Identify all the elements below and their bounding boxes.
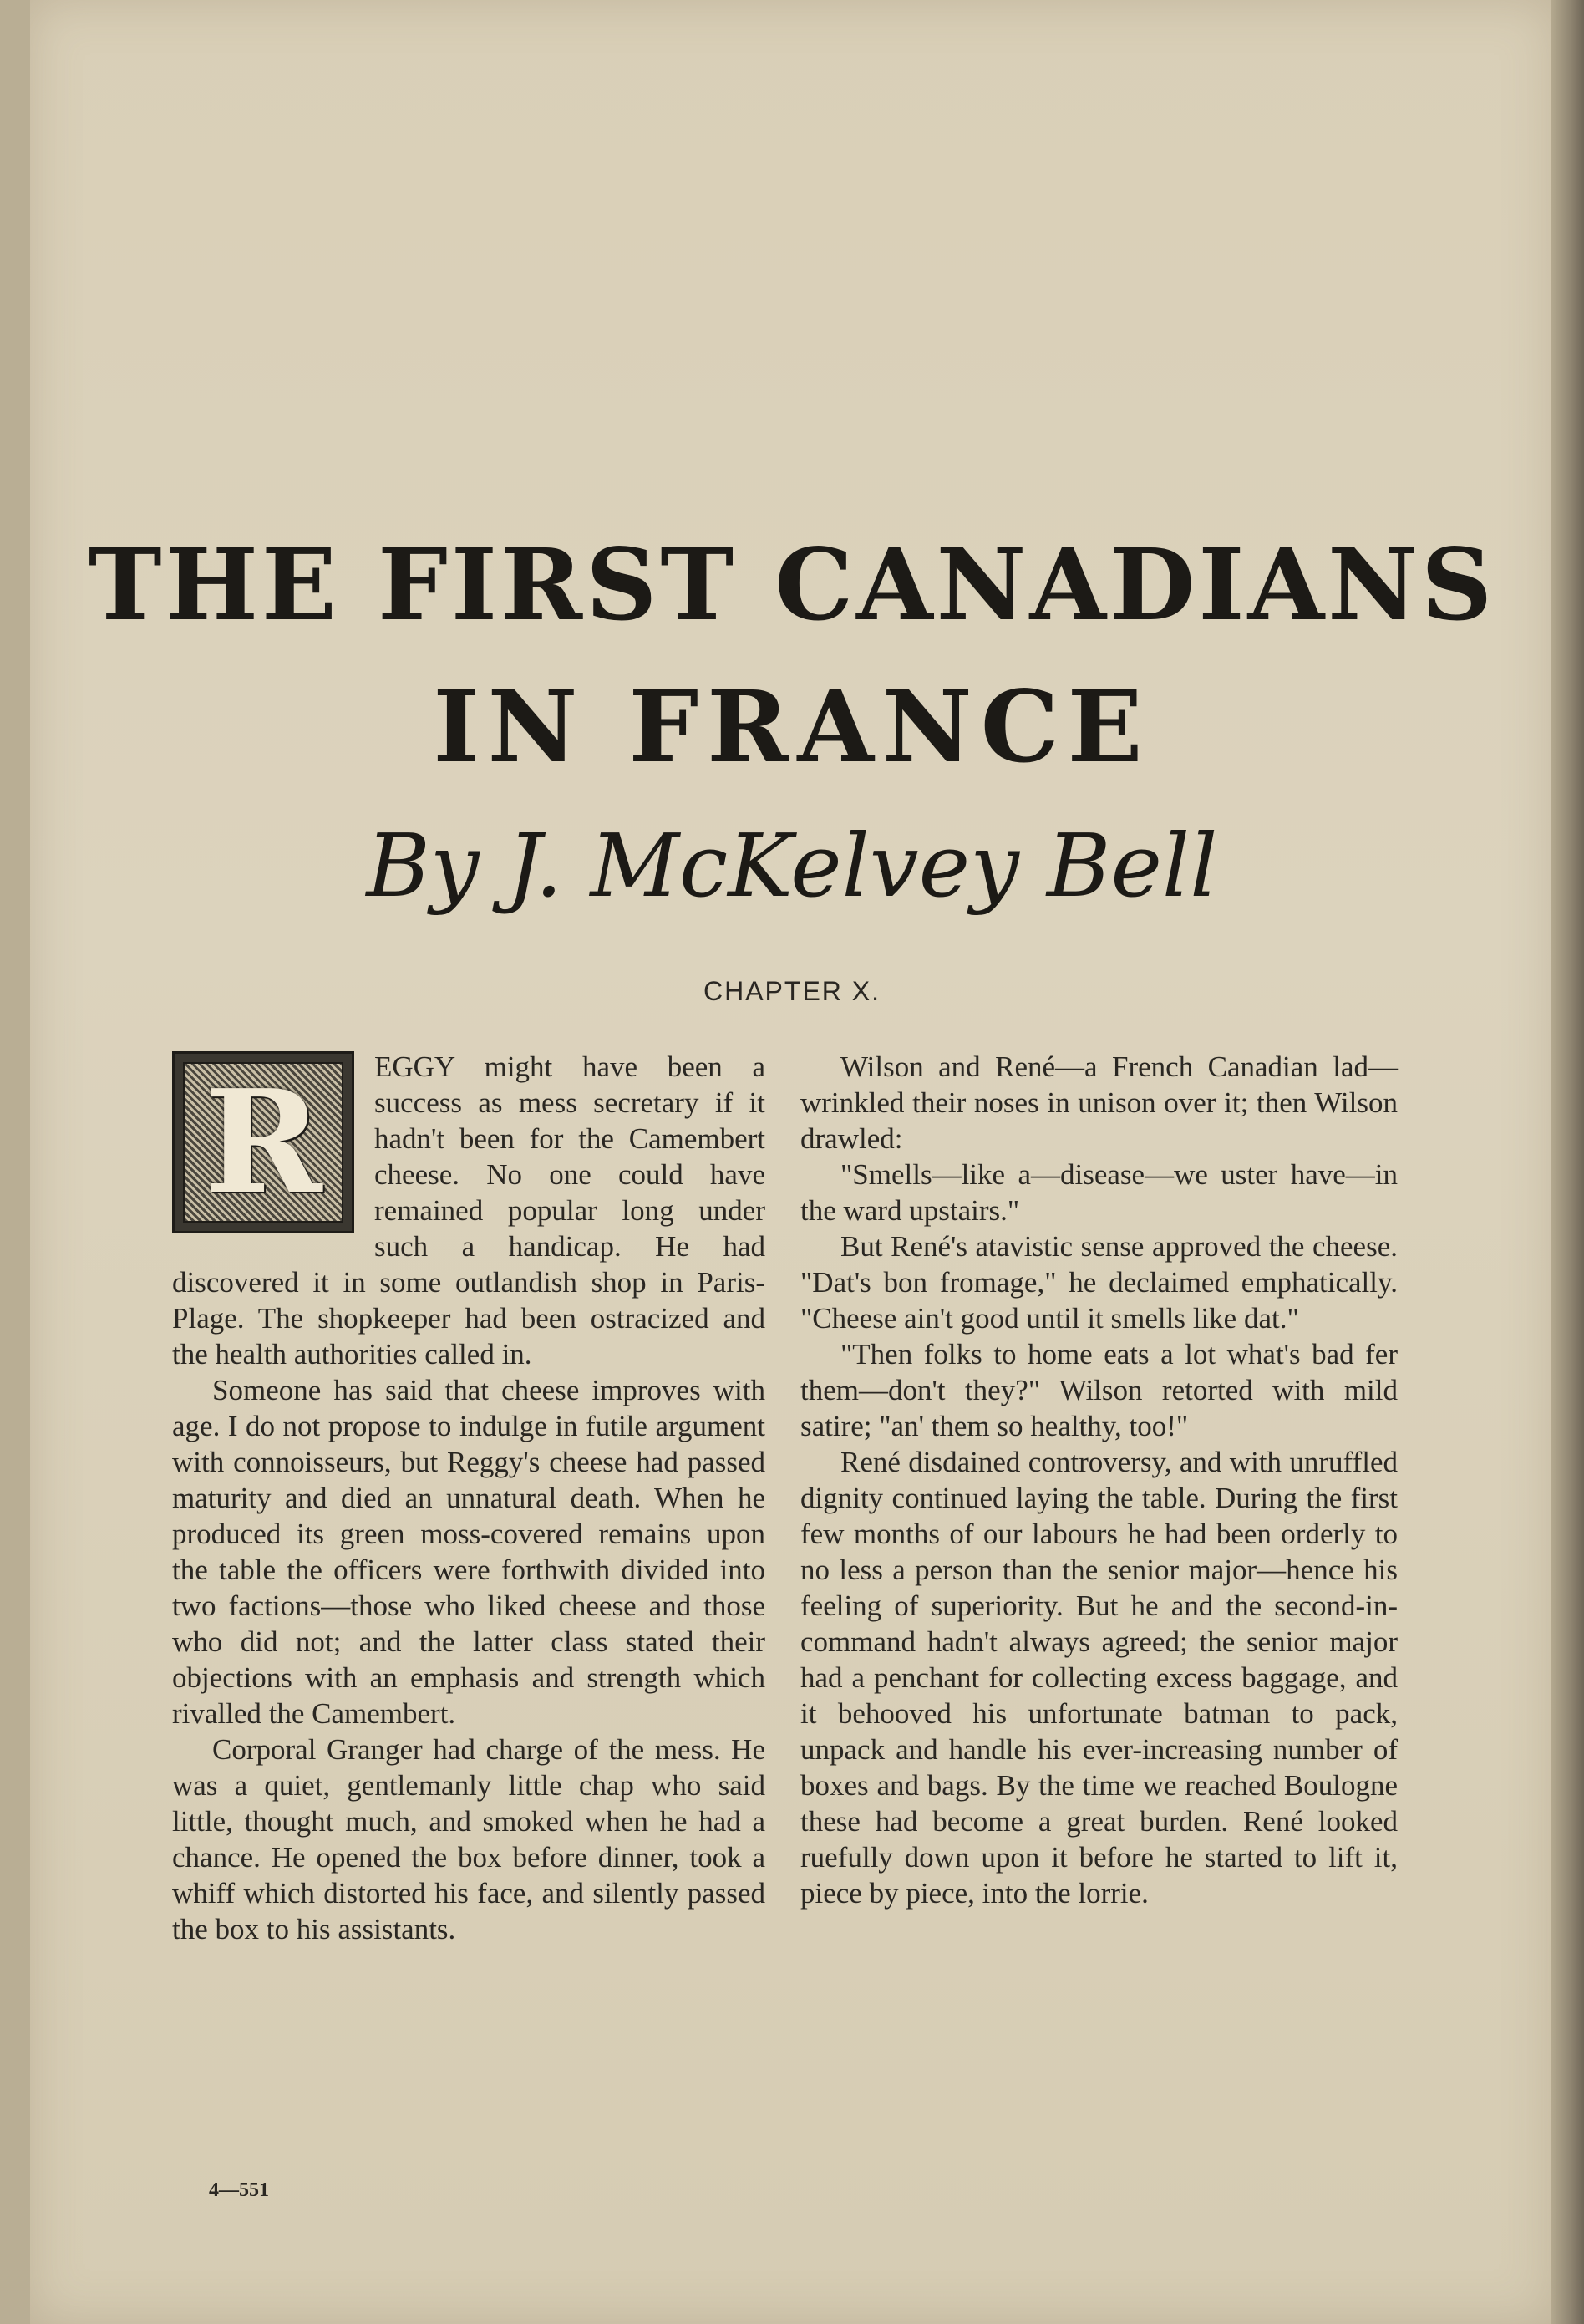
right-column — [800, 1049, 1398, 1911]
drop-cap-ornament — [172, 1051, 354, 1233]
left-column — [172, 1049, 765, 1947]
page-folio: 4—551 — [209, 2179, 269, 2201]
paragraph: Someone has said that cheese improves with age. I do not propose to indulge in futile argument with connoisseurs, but Reggy's cheese had passed maturity and died an unnatural death. When he produced its green moss-covered remains upon the table the officers were forthwith divided into two factions—those who liked cheese and those who did not; and the latter class stated their objections with an emphasis and strength which rivalled the Camembert. — [172, 1374, 765, 1730]
author-byline: By J. McKelvey Bell — [366, 815, 1218, 917]
drop-cap-letter: R — [204, 1058, 322, 1226]
article-title-line-2: IN FRANCE — [433, 669, 1151, 785]
article-title-line-1: THE FIRST CANADIANS — [88, 526, 1496, 643]
paragraph: EGGY might have been a success as mess secretary if it hadn't been for the Camembert cheese. No one could have remained popular long under such a handicap. He had discovered it in some outlandish shop in Paris-Plage. The shopkeeper had been ostracized and the health authorities called in. — [172, 1050, 765, 1370]
paragraph: "Then folks to home eats a lot what's bad fer them—don't they?" Wilson retorted with mild satire; "an' them so healthy, too!" — [800, 1338, 1398, 1442]
chapter-heading: CHAPTER X. — [703, 976, 881, 1006]
paragraph: But René's atavistic sense approved the cheese. "Dat's bon fromage," he declaimed emphatically. "Cheese ain't good until it smells like dat." — [800, 1230, 1398, 1335]
paragraph: René disdained controversy, and with unruffled dignity continued laying the table. During the first few months of our labours he had been orderly to no less a person than the senior major—hence his feeling of superiority. But he and the second-in-command hadn't always agreed; the senior major had a penchant for collecting excess baggage, and it behooved his unfortunate batman to pack, unpack and handle his ever-increasing number of boxes and bags. By the time we reached Boulogne these had become a great burden. René looked ruefully down upon it before he started to lift it, piece by piece, into the lorrie. — [800, 1446, 1398, 1910]
page-edge — [1551, 0, 1584, 2324]
paragraph: "Smells—like a—disease—we uster have—in the ward upstairs." — [800, 1158, 1398, 1227]
paragraph: Wilson and René—a French Canadian lad—wrinkled their noses in unison over it; then Wilson drawled: — [800, 1050, 1398, 1155]
paragraph: Corporal Granger had charge of the mess. He was a quiet, gentlemanly little chap who said little, thought much, and smoked when he had a chance. He opened the box before dinner, took a whiff which distorted his face, and silently passed the box to his assistants. — [172, 1733, 765, 1945]
